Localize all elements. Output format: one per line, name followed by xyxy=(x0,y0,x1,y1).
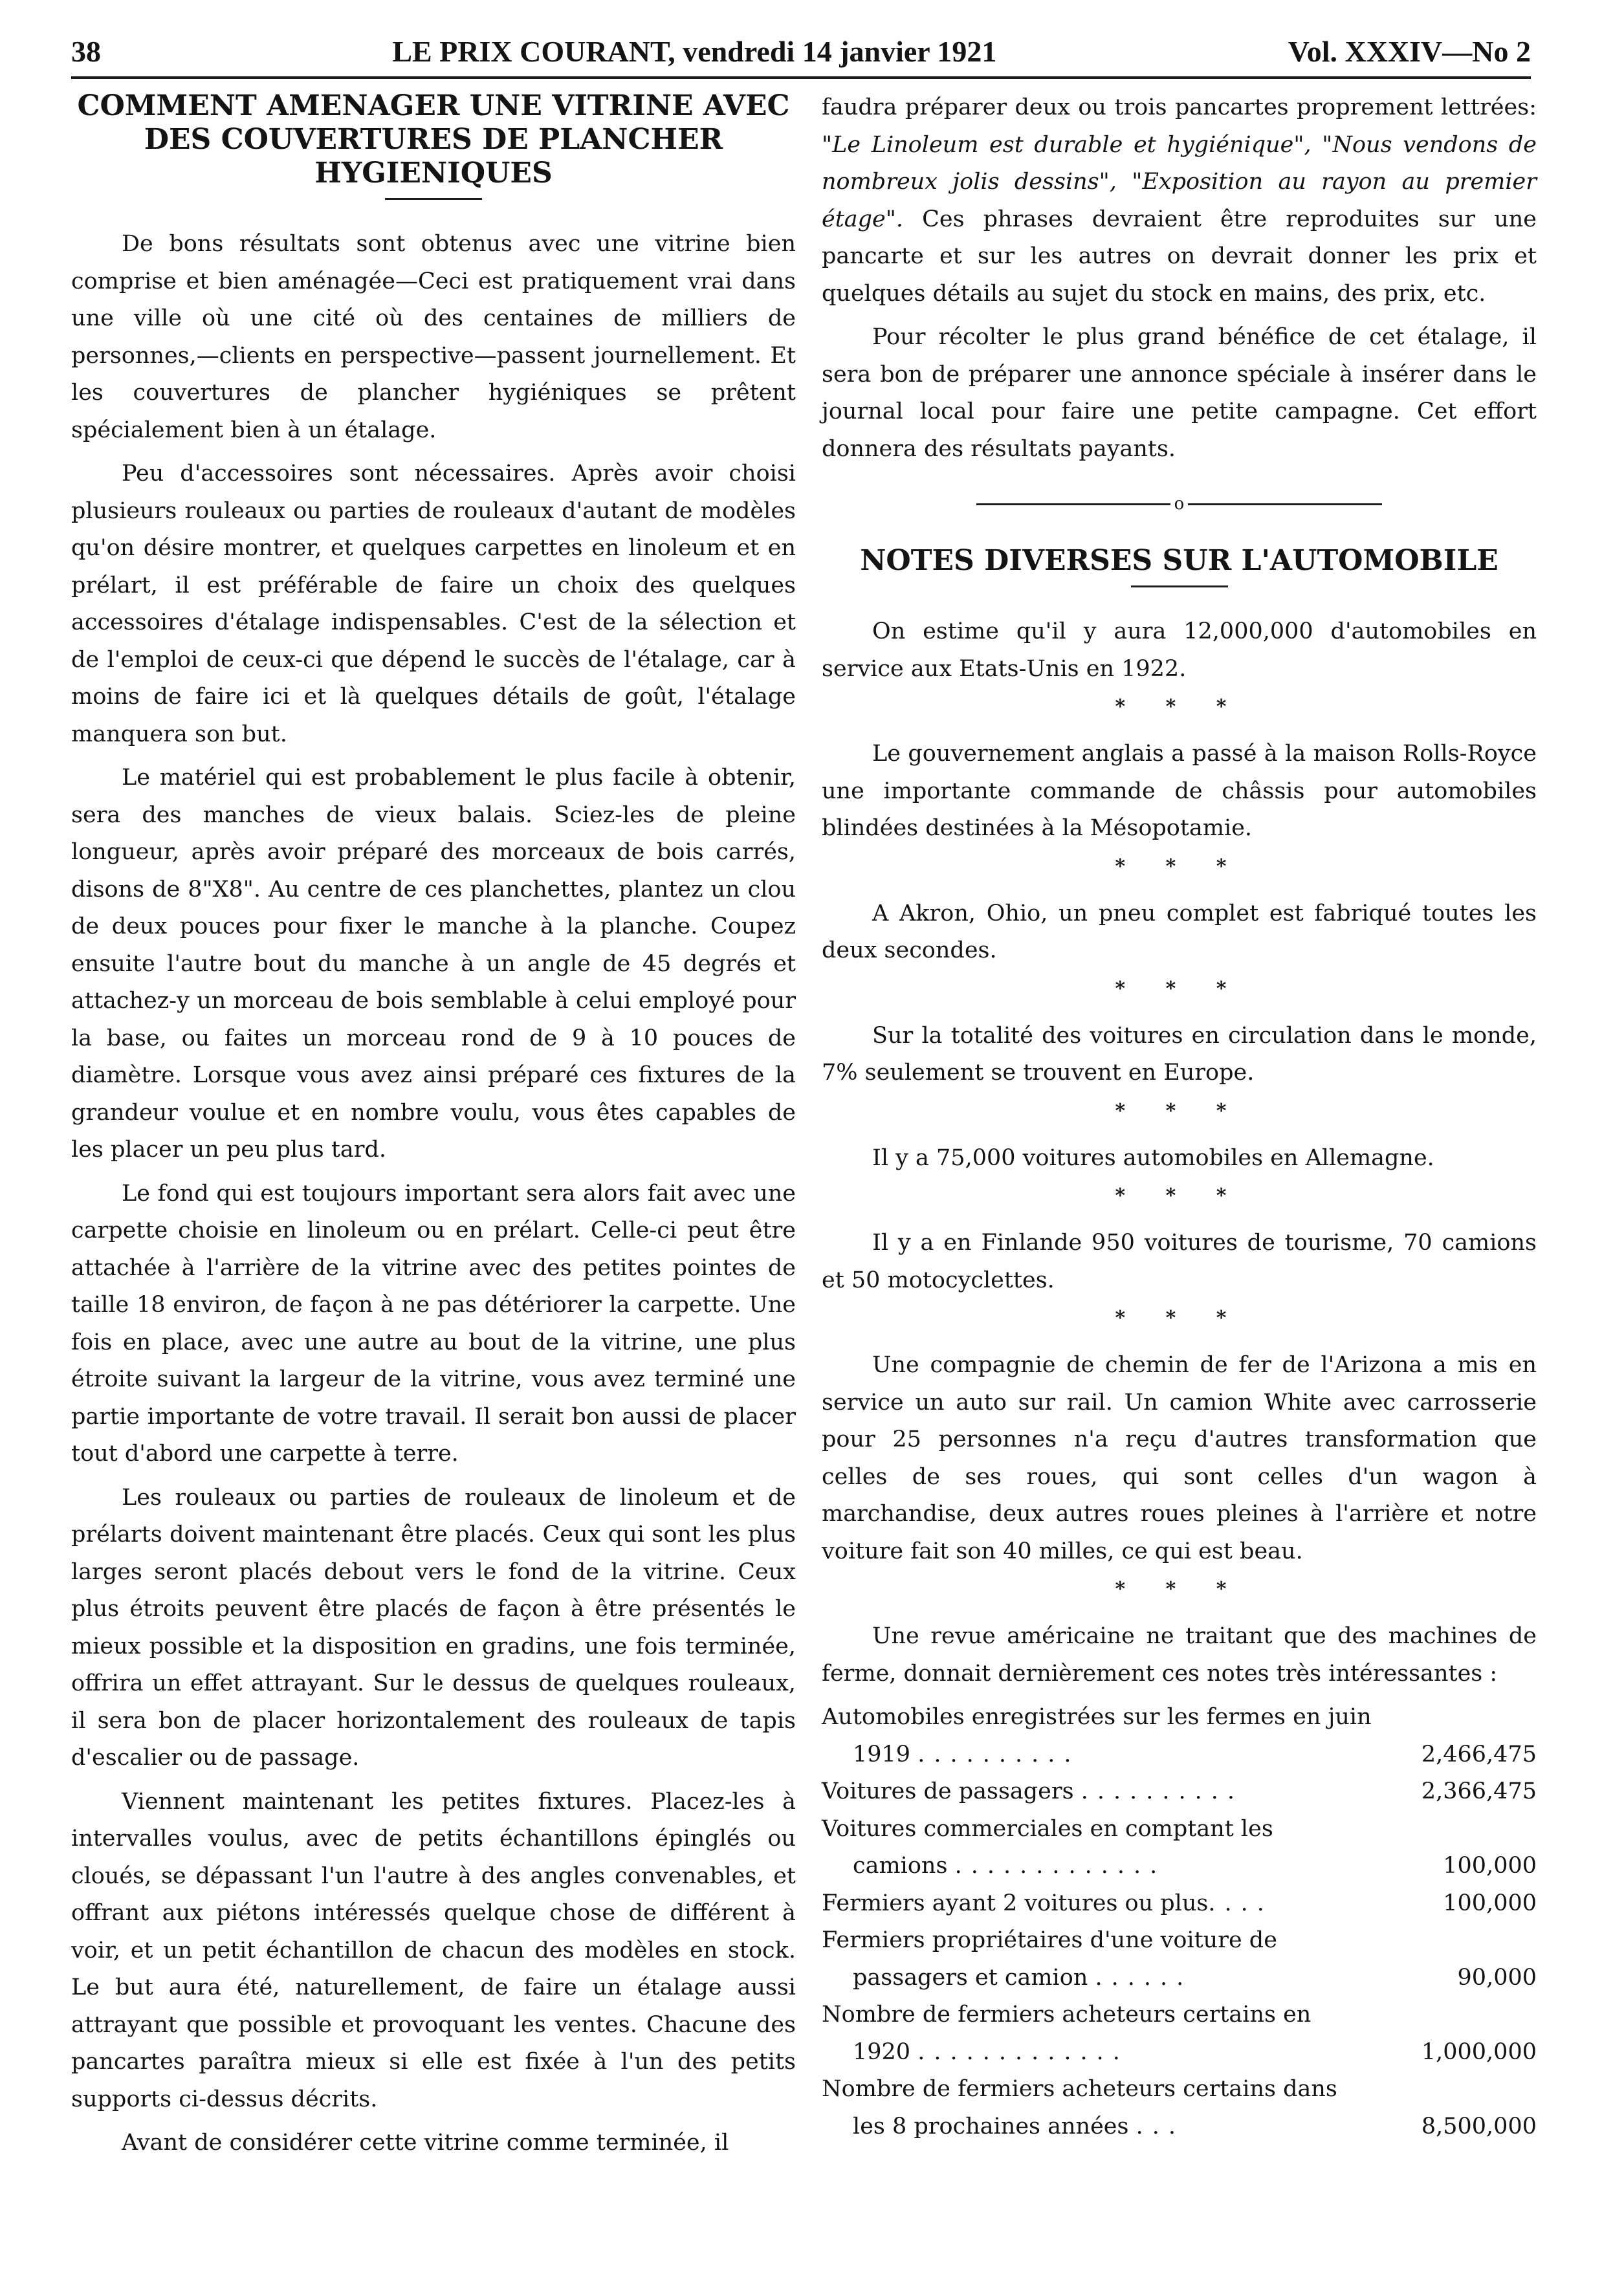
asterisk-divider: * * * xyxy=(1115,855,1244,878)
table-row xyxy=(822,1699,1537,1773)
table-row xyxy=(822,1922,1537,1996)
note-item: Le gouvernement anglais a passé à la maison Rolls-Royce une importante commande de châssis pour automobiles blindées destinées à la Mésopotamie. xyxy=(822,741,1537,841)
asterisk-divider: * * * xyxy=(1115,695,1244,718)
paragraph: Peu d'accessoires sont nécessaires. Après avoir choisi plusieurs rouleaux ou parties de rouleaux d'autant de modèles qu'on désire montrer, et quelques carpettes en linoleum et en prélart, il est préférable de faire un choix des quelques accessoires d'étalage indispensables. C'est de la sélection et de l'emploi de ceux-ci que dépend le succès de l'étalage, car à moins de faire ici et là quelques détails de goût, l'étalage manquera son but. xyxy=(71,461,796,747)
note-item: Il y a 75,000 voitures automobiles en Allemagne. xyxy=(872,1144,1434,1171)
stat-value: 2,466,475 xyxy=(1421,1741,1537,1767)
note-item: Sur la totalité des voitures en circulation dans le monde, 7% seulement se trouvent en Europe. xyxy=(822,1022,1537,1086)
header-rule xyxy=(71,76,1531,79)
page-header xyxy=(71,28,1531,74)
stat-value: 100,000 xyxy=(1443,1853,1537,1879)
section-separator xyxy=(822,494,1537,514)
note-item: Une revue américaine ne traitant que des machines de ferme, donnait dernièrement ces notes très intéressantes : xyxy=(822,1623,1537,1687)
asterisk-divider: * * * xyxy=(1115,1185,1244,1207)
table-row xyxy=(822,1773,1537,1811)
note-item: A Akron, Ohio, un pneu complet est fabriqué toutes les deux secondes. xyxy=(822,900,1537,963)
continued-text-end: Ces phrases devraient être reproduites sur une pancarte et sur les autres on devrait donner les prix et quelques détails au sujet du stock en mains, des prix, etc. xyxy=(822,206,1537,307)
separator-line xyxy=(1188,503,1382,505)
paragraph: Avant de considérer cette vitrine comme terminée, il xyxy=(122,2130,729,2156)
stat-value: 1,000,000 xyxy=(1421,2039,1537,2065)
stat-label: Automobiles enregistrées sur les fermes en juin 1919 .......... xyxy=(822,1704,1372,1767)
stat-value: 100,000 xyxy=(1443,1890,1537,1916)
paragraph: Le fond qui est toujours important sera alors fait avec une carpette choisie en linoleum ou en prélart. Celle-ci peut être attachée à l'arrière de la vitrine avec des petites pointes de taille 18 environ, de façon à ne pas détériorer la carpette. Une fois en place, avec une autre au bout de la vitrine, une plus étroite suivant la largeur de la vitrine, vous avez terminé une partie importante de votre travail. Il serait bon aussi de placer tout d'abord une carpette à terre. xyxy=(71,1180,796,1467)
page-number: 38 xyxy=(71,34,101,68)
quoted-slogans: "Le Linoleum est durable et hygiénique", "Nous vendons de nombreux jolis dessins", "Exposition au rayon au premier étage". xyxy=(822,131,1537,232)
stat-label: Voitures commerciales en comptant les camions ............. xyxy=(822,1815,1273,1879)
paragraph: Le matériel qui est probablement le plus facile à obtenir, sera des manches de vieux balais. Sciez-les de pleine longueur, après avoir préparé des morceaux de bois carrés, disons de 8"X8". Au centre de ces planchettes, plantez un clou de deux pouces pour fixer le manche à la planche. Coupez ensuite l'autre bout du manche à un angle de 45 degrés et attachez-y un morceau de bois semblable à celui employé pour la base, ou faites un morceau rond de 9 à 10 pouces de diamètre. Lorsque vous avez ainsi préparé ces fixtures de la grandeur voulue et en nombre voulu, vous êtes capables de les placer un peu plus tard. xyxy=(71,765,796,1163)
separator-line xyxy=(976,503,1170,505)
article-title-vitrine: COMMENT AMENAGER UNE VITRINE AVEC DES COUVERTURES DE PLANCHER HYGIENIQUES xyxy=(77,89,790,190)
right-column xyxy=(822,89,1537,2145)
stat-label: Fermiers propriétaires d'une voiture de passagers et camion ...... xyxy=(822,1927,1277,1991)
table-row xyxy=(822,1996,1537,2071)
volume-number: Vol. XXXIV—No 2 xyxy=(1288,34,1531,68)
asterisk-divider: * * * xyxy=(1115,1578,1244,1601)
stat-label: Nombre de fermiers acheteurs certains dans les 8 prochaines années ... xyxy=(822,2076,1337,2139)
stat-label: Nombre de fermiers acheteurs certains en 1920 ............. xyxy=(822,2002,1311,2065)
table-row xyxy=(822,1885,1537,1923)
note-item: On estime qu'il y aura 12,000,000 d'automobiles en service aux Etats-Unis en 1922. xyxy=(822,618,1537,682)
article-title-automobile: NOTES DIVERSES SUR L'AUTOMOBILE xyxy=(860,544,1498,577)
stat-value: 90,000 xyxy=(1457,1964,1537,1991)
stat-label: Voitures de passagers .......... xyxy=(822,1778,1244,1804)
paragraph: Les rouleaux ou parties de rouleaux de linoleum et de prélarts doivent maintenant être placés. Ceux qui sont les plus larges seront placés debout vers le fond de la vitrine. Ceux plus étroits peuvent être placés de façon à être présentés le mieux possible et la disposition en gradins, une fois terminée, offrira un effet attrayant. Sur le dessus de quelques rouleaux, il sera bon de placer horizontalement des rouleaux de tapis d'escalier ou de passage. xyxy=(71,1484,796,1771)
left-column xyxy=(71,89,796,2169)
paragraph-continued xyxy=(822,89,1537,312)
statistics-table xyxy=(822,1699,1537,2145)
stat-label: Fermiers ayant 2 voitures ou plus.... xyxy=(822,1890,1273,1916)
asterisk-divider: * * * xyxy=(1115,1307,1244,1329)
title-rule xyxy=(1131,585,1228,587)
publication-line: LE PRIX COURANT, vendredi 14 janvier 1921 xyxy=(392,34,997,68)
table-row xyxy=(822,1811,1537,1885)
paragraph: Viennent maintenant les petites fixtures. Placez-les à intervalles voulus, avec de petits échantillons épinglés ou cloués, se dépassant l'un l'autre à des angles convenables, et offrant aux piétons intéressés quelque chose de différent à voir, et un petit échantillon de chacun des modèles en stock. Le but aura été, naturellement, de faire un étalage aussi attrayant que possible et provoquant les ventes. Chacune des pancartes paraîtra mieux si elle est fixée à l'un des petits supports ci-dessus décrits. xyxy=(71,1788,796,2112)
title-rule xyxy=(385,198,482,200)
separator-mark: o xyxy=(1174,494,1185,514)
paragraph: Pour récolter le plus grand bénéfice de cet étalage, il sera bon de préparer une annonce spéciale à insérer dans le journal local pour faire une petite campagne. Cet effort donnera des résultats payants. xyxy=(822,324,1537,462)
stat-value: 8,500,000 xyxy=(1421,2113,1537,2139)
stat-value: 2,366,475 xyxy=(1421,1778,1537,1804)
table-row xyxy=(822,2071,1537,2145)
asterisk-divider: * * * xyxy=(1115,1099,1244,1122)
asterisk-divider: * * * xyxy=(1115,977,1244,1000)
note-item: Une compagnie de chemin de fer de l'Arizona a mis en service un auto sur rail. Un camion White avec carrosserie pour 25 personnes n'a reçu d'autres transformation que celles de ses roues, qui sont celles d'un wagon à marchandise, deux autres roues pleines à l'arrière et notre voiture fait son 40 milles, ce qui est beau. xyxy=(822,1352,1537,1564)
paragraph: De bons résultats sont obtenus avec une vitrine bien comprise et bien aménagée—Ceci est pratiquement vrai dans une ville où une cité où des centaines de milliers de personnes,—clients en perspective—passent journellement. Et les couvertures de plancher hygiéniques se prêtent spécialement bien à un étalage. xyxy=(71,231,796,443)
continued-text: faudra préparer deux ou trois pancartes proprement lettrées: xyxy=(822,94,1537,120)
note-item: Il y a en Finlande 950 voitures de tourisme, 70 camions et 50 motocyclettes. xyxy=(822,1230,1537,1293)
